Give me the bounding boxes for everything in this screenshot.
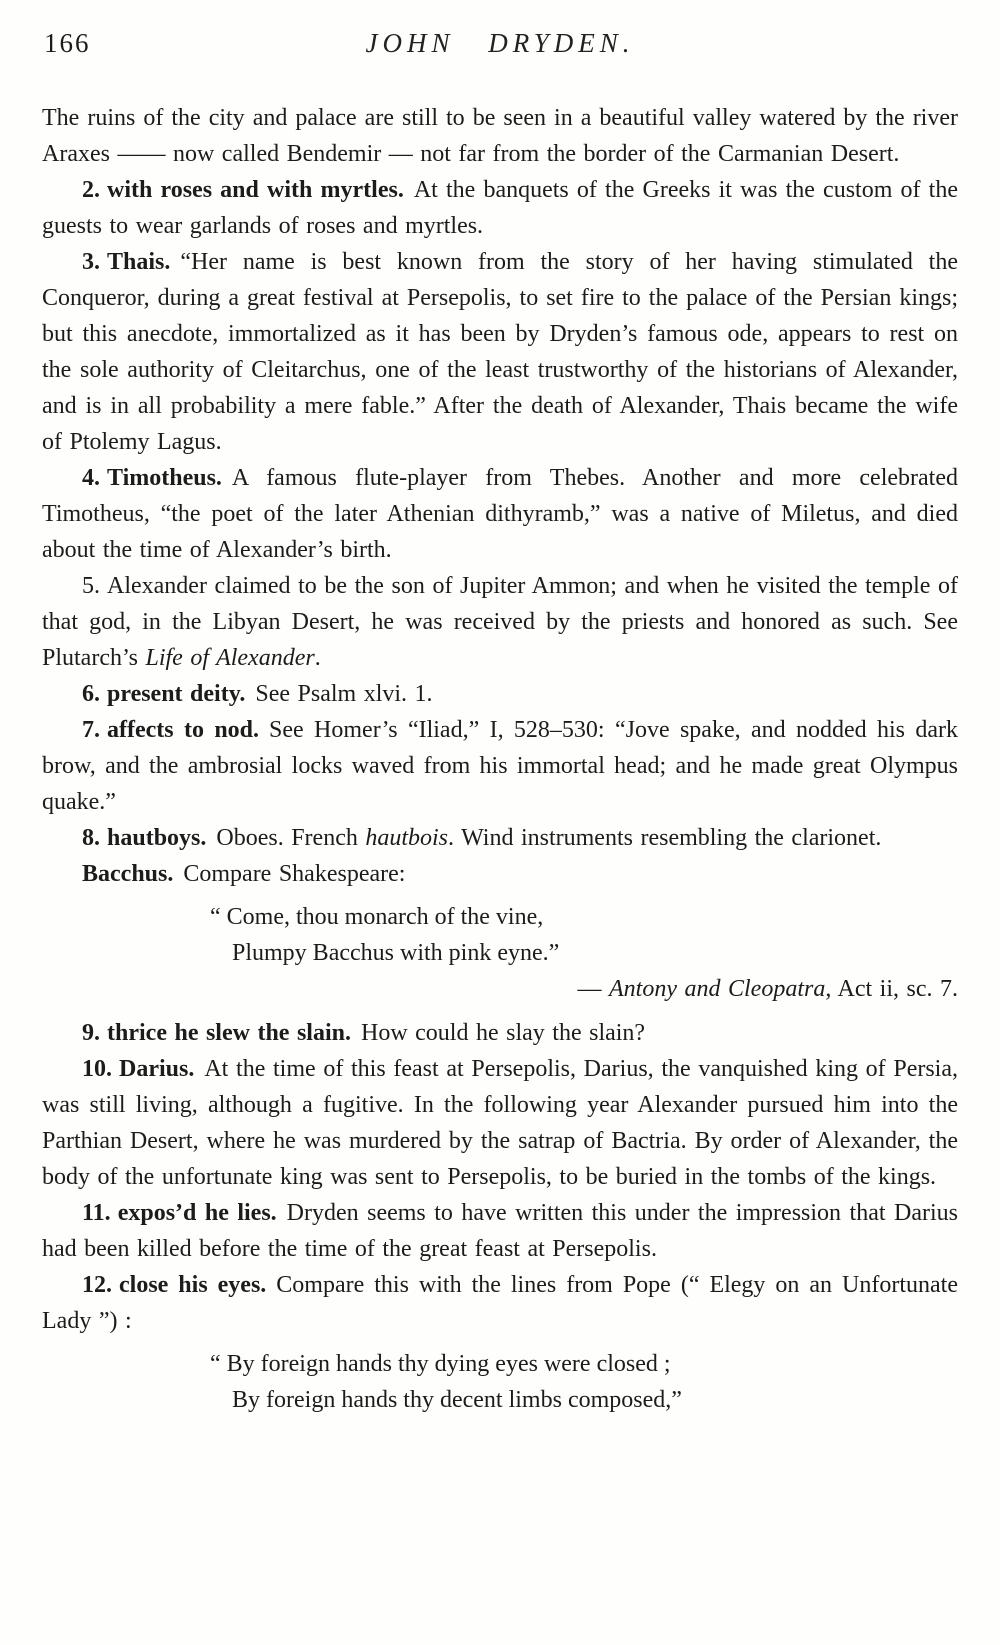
note-8-body: Oboes. French [216,825,366,851]
note-10-body: At the time of this feast at Persepolis, Darius, the vanquished king of Persia, was still living, although a fugitive. In the following year Alexander pursued him into the Parthian Desert, where he was murdered by the satrap of Bactria. By order of Alexander, the body of the unfortunate king was sent to Persepolis, to be buried in the tombs of the kings. [42,1056,958,1190]
note-bacchus-body: Compare Shakespeare: [183,861,406,887]
note-8 [42,820,958,856]
note-5-tail: . [314,645,321,671]
intro-text: The ruins of the city and palace are still to be seen in a beautiful valley watered by the river Araxes —— now called Bendemir — not far from the border of the Carmanian Desert. [42,105,958,167]
page-header [42,26,958,68]
attribution-dash: — [577,976,610,1002]
note-9-lead: thrice he slew the slain. [107,1020,351,1046]
note-4-number: 4. [82,465,100,491]
note-2-number: 2. [82,177,100,203]
note-4-body: A famous flute-player from Thebes. Another and more celebrated Timotheus, “the poet of the later Athenian dithyramb,” was a native of Miletus, and died about the time of Alexander’s birth. [42,465,958,563]
note-6-lead: present deity. [107,681,246,707]
note-7-number: 7. [82,717,100,743]
note-10-lead: Darius. [119,1056,195,1082]
shakespeare-quote-line-1: “ Come, thou monarch of the vine, [210,904,544,930]
pope-quote [42,1346,958,1418]
note-9-number: 9. [82,1020,100,1046]
pope-quote-line-1: “ By foreign hands thy dying eyes were closed ; [210,1351,671,1377]
note-3-lead: Thais. [107,249,171,275]
shakespeare-quote [42,899,958,971]
note-4 [42,460,958,568]
note-7-lead: affects to nod. [107,717,260,743]
note-11-lead: expos’d he lies. [117,1200,277,1226]
shakespeare-quote-line-2: Plumpy Bacchus with pink eyne.” [232,940,560,966]
note-8-lead: hautboys. [107,825,207,851]
note-8-tail: . Wind instruments resembling the clarionet. [448,825,882,851]
note-5-number: 5. [82,573,100,599]
note-12-lead: close his eyes. [119,1272,267,1298]
page-number: 166 [44,28,91,58]
note-3-number: 3. [82,249,100,275]
note-bacchus-lead: Bacchus. [82,861,174,887]
note-10 [42,1051,958,1195]
note-9-body: How could he slay the slain? [360,1020,646,1046]
note-8-french-word: hautbois [365,825,449,851]
attribution-act-scene: , Act ii, sc. 7. [825,976,958,1002]
note-7 [42,712,958,820]
running-title: JOHN DRYDEN. [365,28,635,58]
shakespeare-attribution [42,971,958,1007]
intro-paragraph [42,100,958,172]
note-11-number: 11. [82,1200,111,1226]
note-11 [42,1195,958,1267]
note-12-number: 12. [82,1272,112,1298]
pope-quote-line-2: By foreign hands thy decent limbs composed,” [232,1387,682,1413]
note-2-body: At the banquets of the Greeks it was the custom of the guests to wear garlands of roses and myrtles. [42,177,958,239]
note-11-body: Dryden seems to have written this under the impression that Darius had been killed before the time of the great feast at Persepolis. [42,1200,958,1262]
note-12 [42,1267,958,1339]
note-5-body: Alexander claimed to be the son of Jupiter Ammon; and when he visited the temple of that god, in the Libyan Desert, he was received by the priests and honored as such. See Plutarch’s [42,573,958,671]
note-6-number: 6. [82,681,100,707]
note-bacchus [42,856,958,892]
note-12-body: Compare this with the lines from Pope (“ Elegy on an Unfortunate Lady ”) : [42,1272,959,1334]
note-3-body: “Her name is best known from the story of her having stimulated the Conqueror, during a great festival at Persepolis, to set fire to the palace of the Persian kings; but this anecdote, immortalized as it has been by Dryden’s famous ode, appears to rest on the sole authority of Cleitarchus, one of the least trustworthy of the historians of Alexander, and is in all probability a mere fable.” After the death of Alexander, Thais became the wife of Ptolemy Lagus. [42,249,958,455]
note-3 [42,244,958,460]
note-8-number: 8. [82,825,100,851]
note-10-number: 10. [82,1056,112,1082]
note-4-lead: Timotheus. [107,465,222,491]
note-6-body: See Psalm xlvi. 1. [255,681,433,707]
note-6 [42,676,958,712]
note-2 [42,172,958,244]
note-2-lead: with roses and with myrtles. [107,177,404,203]
note-5 [42,568,958,676]
attribution-play-title: Antony and Cleopatra [609,976,826,1002]
note-5-book-title: Life of Alexander [145,645,315,671]
note-9 [42,1015,958,1051]
note-7-body: See Homer’s “Iliad,” I, 528–530: “Jove spake, and nodded his dark brow, and the ambrosial locks waved from his immortal head; and he made great Olympus quake.” [42,717,958,815]
